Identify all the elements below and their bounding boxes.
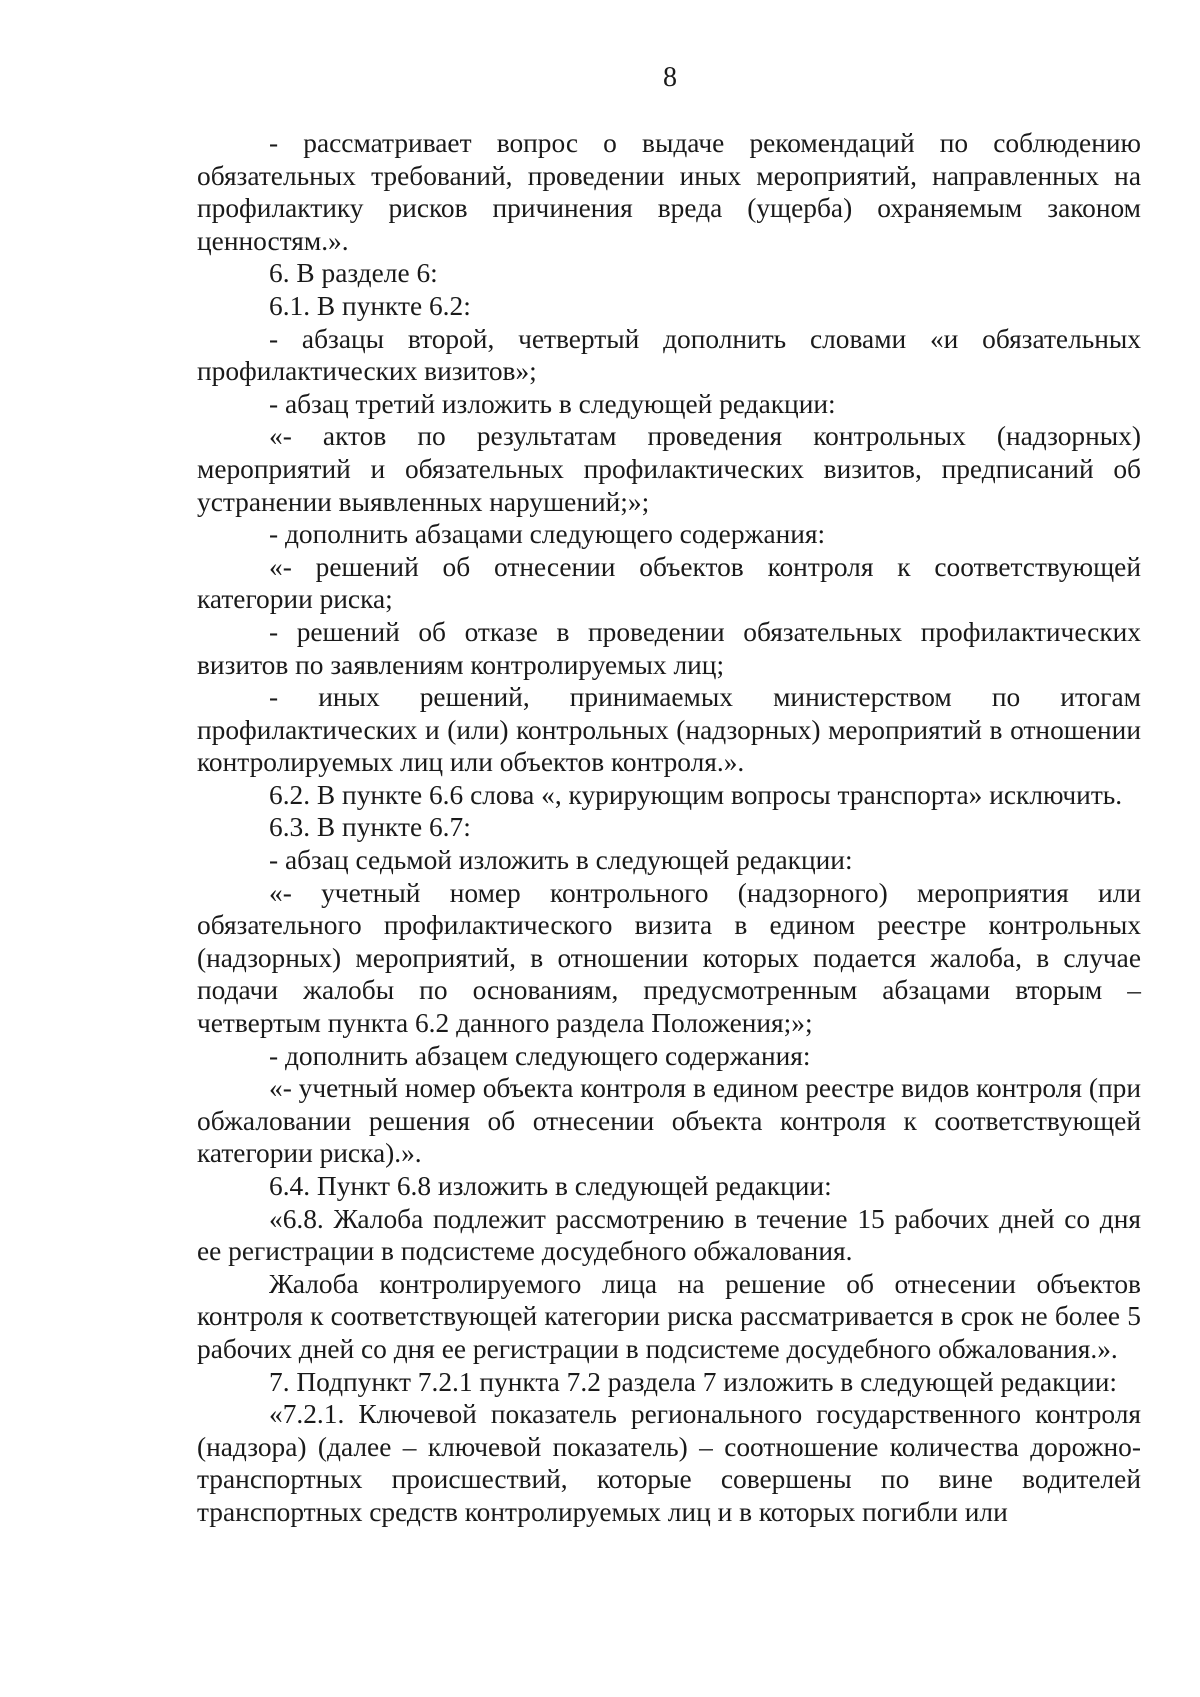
paragraph: 6.4. Пункт 6.8 изложить в следующей редакции: — [269, 1171, 832, 1201]
paragraph: 6.3. В пункте 6.7: — [269, 812, 471, 843]
paragraph: «- решений об отнесении объектов контроля к соответствующей категории риска; — [197, 551, 1141, 615]
page-number: 8 — [663, 62, 677, 93]
paragraph: - иных решений, принимаемых министерством по итогам профилактических и (или) контрольных (надзорных) мероприятий в отношении контролируемых лиц или объектов контроля.». — [197, 682, 1141, 778]
paragraph: - дополнить абзацами следующего содержания: — [269, 519, 826, 550]
paragraph: «7.2.1. Ключевой показатель регионального государственного контроля (надзора) (далее – ключевой показатель) – соотношение количества дорожно-транспортных происшествий, которые совершены по вине водителей транспортных средств контролируемых лиц и в которых погибли или — [197, 1399, 1141, 1527]
paragraph: «- учетный номер контрольного (надзорного) мероприятия или обязательного профилактического визита в едином реестре контрольных (надзорных) мероприятий, в отношении которых подается жалоба, в случае подачи жалобы по основаниям, предусмотренным абзацами вторым – четвертым пункта 6.2 данного раздела Положения;»; — [197, 877, 1141, 1039]
paragraph: 7. Подпункт 7.2.1 пункта 7.2 раздела 7 изложить в следующей редакции: — [269, 1366, 1118, 1397]
paragraph: «- актов по результатам проведения контрольных (надзорных) мероприятий и обязательных профилактических визитов, предписаний об устранении выявленных нарушений;»; — [197, 421, 1141, 517]
paragraph: 6. В разделе 6: — [269, 258, 438, 289]
paragraph: 6.1. В пункте 6.2: — [269, 290, 471, 321]
paragraph: «- учетный номер объекта контроля в едином реестре видов контроля (при обжаловании решения об отнесении объекта контроля к соответствующей категории риска).». — [197, 1073, 1141, 1169]
document-body — [197, 127, 1141, 1529]
paragraph: - решений об отказе в проведении обязательных профилактических визитов по заявлениям контролируемых лиц; — [197, 616, 1141, 680]
paragraph: «6.8. Жалоба подлежит рассмотрению в течение 15 рабочих дней со дня ее регистрации в подсистеме досудебного обжалования. — [197, 1203, 1141, 1267]
paragraph: - абзац седьмой изложить в следующей редакции: — [269, 845, 853, 876]
paragraph: 6.2. В пункте 6.6 слова «, курирующим вопросы транспорта» исключить. — [269, 779, 1123, 810]
paragraph: - дополнить абзацем следующего содержания: — [269, 1040, 811, 1071]
paragraph: Жалоба контролируемого лица на решение об отнесении объектов контроля к соответствующей категории риска рассматривается в срок не более 5 рабочих дней со дня ее регистрации в подсистеме досудебного обжалования.». — [197, 1268, 1141, 1364]
paragraph: - абзац третий изложить в следующей редакции: — [269, 388, 836, 419]
paragraph: - рассматривает вопрос о выдаче рекомендаций по соблюдению обязательных требований, проведении иных мероприятий, направленных на профилактику рисков причинения вреда (ущерба) охраняемым законом ценностям.». — [197, 128, 1141, 256]
paragraph: - абзацы второй, четвертый дополнить словами «и обязательных профилактических визитов»; — [197, 323, 1141, 387]
